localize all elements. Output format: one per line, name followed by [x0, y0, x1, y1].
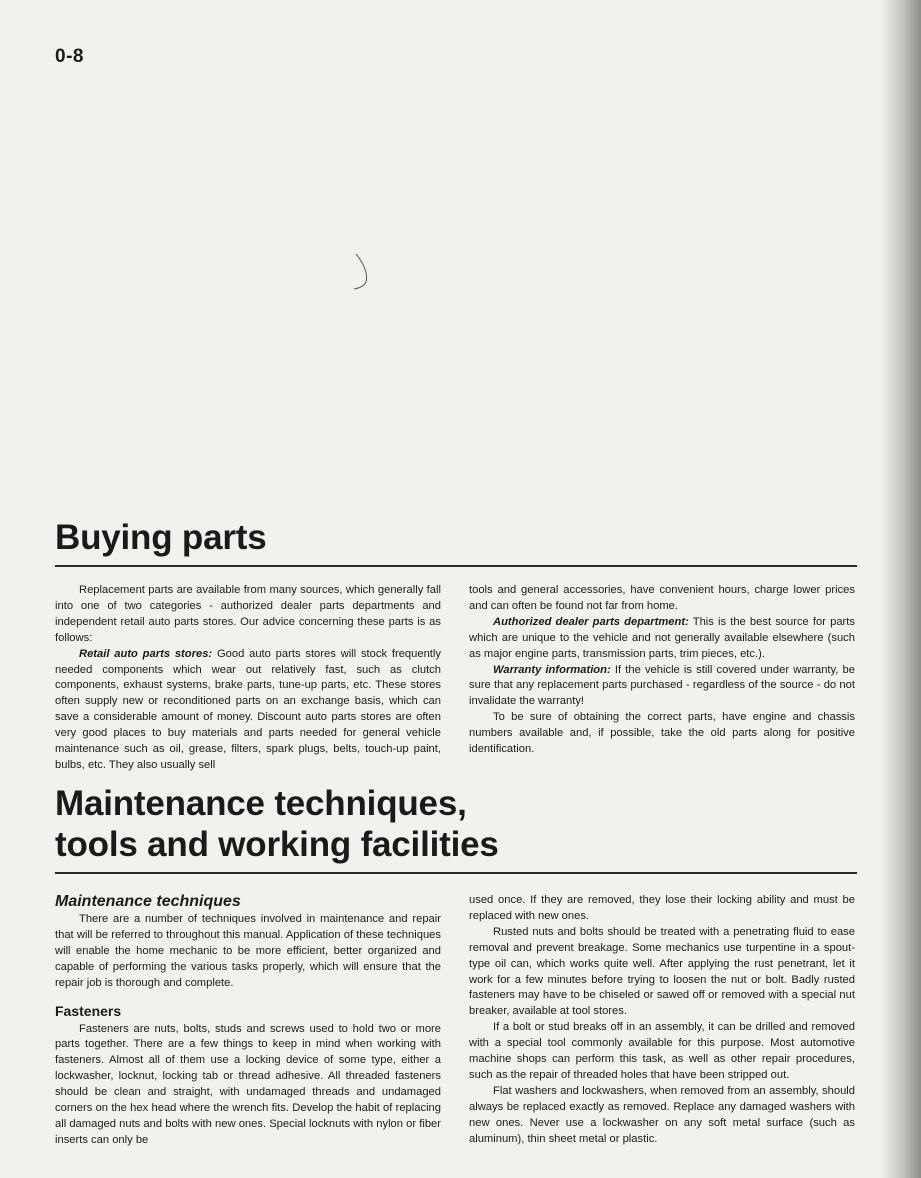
- maintenance-right-paragraph: Flat washers and lockwashers, when removed from an assembly, should always be replaced exactly as removed. Replace any damaged washers with new ones. Never use a lockwasher on any soft metal surface (such as aluminum), thin sheet metal or plastic.: [469, 1084, 855, 1145]
- maintenance-techniques-subheading: Maintenance techniques: [55, 893, 241, 910]
- buying-right-paragraph-lead: Warranty information:: [493, 663, 611, 676]
- maintenance-right-column: [469, 893, 855, 1148]
- page-number: 0-8: [55, 46, 84, 67]
- buying-left-column: [55, 583, 441, 774]
- buying-right-column: [469, 583, 855, 758]
- maintenance-left-column: [55, 892, 441, 1149]
- buying-parts-rule: [55, 565, 857, 567]
- buying-right-paragraph: To be sure of obtaining the correct parts, have engine and chassis numbers available and, if possible, take the old parts along for positive identification.: [469, 711, 855, 756]
- fasteners-subheading: Fasteners: [55, 1002, 122, 1019]
- maintenance-heading-line2: tools and working facilities: [55, 825, 499, 864]
- buying-right-paragraph: Authorized dealer parts department: This is the best source for parts which are unique to the vehicle and not generally available elsewhere (such as major engine parts, transmission parts, trim pieces, etc.).: [469, 615, 855, 660]
- maintenance-right-paragraph: used once. If they are removed, they lose their locking ability and must be replaced with new ones.: [469, 894, 855, 922]
- fasteners-paragraph: Fasteners are nuts, bolts, studs and screws used to hold two or more parts together. There are a few things to keep in mind when working with fasteners. Almost all of them use a locking device of some type, either a lockwasher, locknut, locking tab or thread adhesive. All threaded fasteners should be clean and straight, with undamaged threads and undamaged corners on the hex head where the wrench fits. Develop the habit of replacing all damaged nuts and bolts with new ones. Special locknuts with nylon or fiber inserts can only be: [55, 1022, 441, 1146]
- buying-right-paragraph: Warranty information: If the vehicle is still covered under warranty, be sure that any replacement parts purchased - regardless of the source - do not invalidate the warranty!: [469, 663, 855, 708]
- page-edge-shadow: [881, 0, 921, 1178]
- maintenance-right-paragraph: If a bolt or stud breaks off in an assembly, it can be drilled and removed with a special tool commonly available for this purpose. Most automotive machine shops can perform this task, as well as other repair procedures, such as the repair of threaded holes that have been stripped out.: [469, 1021, 855, 1081]
- maintenance-right-paragraph: Rusted nuts and bolts should be treated with a penetrating fluid to ease removal and prevent breakage. Some mechanics use turpentine in a spout-type oil can, which works quite well. After applying the rust penetrant, let it work for a few minutes before trying to loosen the nut or bolt. Badly rusted fasteners may have to be chiseled or sawed off or removed with a special nut breaker, available at tool stores.: [469, 925, 855, 1018]
- buying-right-paragraph-lead: Authorized dealer parts department:: [493, 615, 689, 628]
- buying-parts-heading: Buying parts: [55, 518, 267, 557]
- buying-right-paragraph: tools and general accessories, have convenient hours, charge lower prices and can often be found not far from home.: [469, 584, 855, 612]
- buying-left-paragraph-lead: Retail auto parts stores:: [79, 647, 213, 660]
- maintenance-rule: [55, 872, 857, 874]
- maintenance-techniques-paragraph: There are a number of techniques involved in maintenance and repair that will be referred to throughout this manual. Application of these techniques will enable the home mechanic to be more efficient, better organized and capable of performing the various tasks properly, which will ensure that the repair job is thorough and complete.: [55, 913, 441, 989]
- pen-mark: [352, 252, 372, 292]
- buying-left-paragraph: Retail auto parts stores: Good auto parts stores will stock frequently needed components which wear out relatively fast, such as clutch components, exhaust systems, brake parts, tune-up parts, etc. These stores often supply new or reconditioned parts on an exchange basis, which can save a considerable amount of money. Discount auto parts stores are often very good places to buy materials and parts needed for general vehicle maintenance such as oil, grease, filters, spark plugs, belts, touch-up paint, bulbs, etc. They also usually sell: [55, 647, 441, 771]
- maintenance-heading-line1: Maintenance techniques,: [55, 784, 467, 823]
- buying-left-paragraph: Replacement parts are available from many sources, which generally fall into one of two categories - authorized dealer parts departments and independent retail auto parts stores. Our advice concerning these parts is as follows:: [55, 584, 441, 644]
